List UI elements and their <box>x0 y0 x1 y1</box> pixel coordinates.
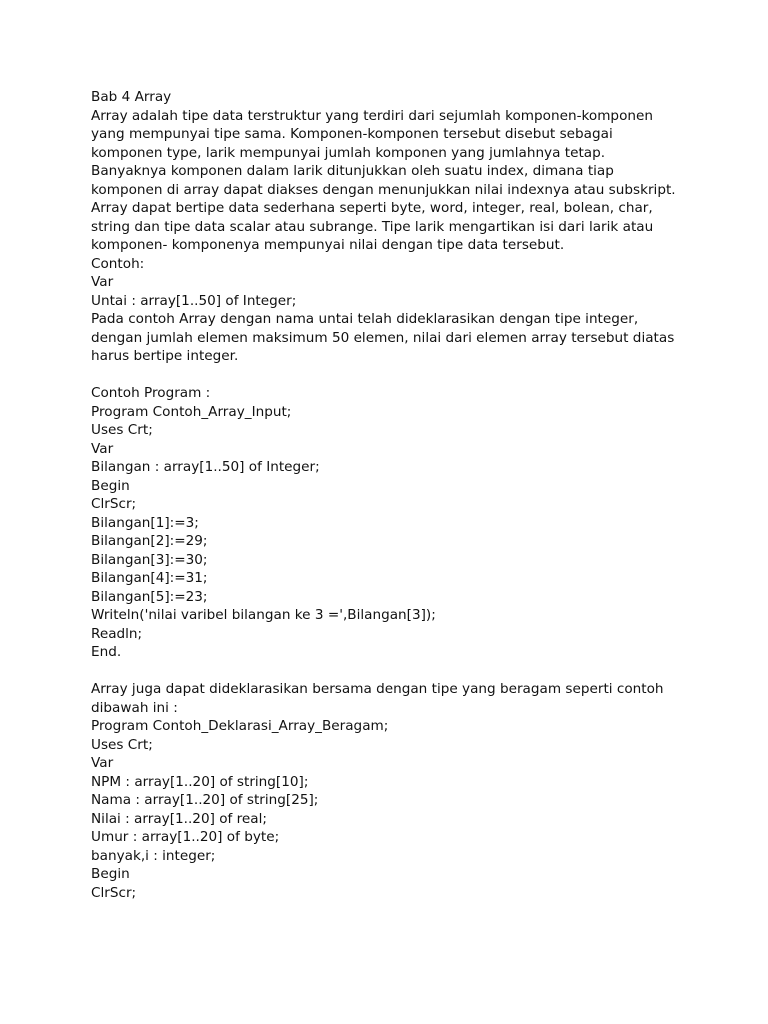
code-line: Bilangan : array[1..50] of Integer; <box>91 459 320 475</box>
code-line: Nilai : array[1..20] of real; <box>91 810 267 827</box>
text-line: komponen- komponenya mempunyai nilai dengan tipe data tersebut. <box>91 237 565 253</box>
code-line: Bilangan[4]:=31; <box>91 570 208 586</box>
text-line: komponen di array dapat diakses dengan menunjukkan nilai indexnya atau subskript. <box>91 181 676 198</box>
paragraph-spacer <box>91 366 691 385</box>
code-line: dibawah ini : <box>91 699 178 716</box>
text-line: string dan tipe data scalar atau subrange. Tipe larik mengartikan isi dari larik atau <box>91 218 654 235</box>
text-line: harus bertipe integer. <box>91 348 239 364</box>
code-line: Uses Crt; <box>91 422 153 438</box>
code-line: Umur : array[1..20] of byte; <box>91 829 280 845</box>
text-line: komponen type, larik mempunyai jumlah komponen yang jumlahnya tetap. <box>91 144 606 161</box>
text-line: dengan jumlah elemen maksimum 50 elemen, nilai dari elemen array tersebut diatas <box>91 329 675 346</box>
paragraph-spacer <box>91 662 691 681</box>
code-line: Nama : array[1..20] of string[25]; <box>91 792 319 808</box>
code-line: Bilangan[2]:=29; <box>91 533 208 549</box>
intro-section <box>91 107 691 366</box>
code-line: Readln; <box>91 625 143 642</box>
code-line: Var <box>91 755 114 771</box>
program-example-1 <box>91 384 691 662</box>
code-line: Program Contoh_Array_Input; <box>91 403 292 420</box>
text-line: Array adalah tipe data terstruktur yang terdiri dari sejumlah komponen-komponen <box>91 107 653 124</box>
text-line: yang mempunyai tipe sama. Komponen-komponen tersebut disebut sebagai <box>91 126 613 142</box>
program-example-2 <box>91 680 691 902</box>
code-line: ClrScr; <box>91 496 137 512</box>
code-line: Writeln('nilai varibel bilangan ke 3 =',Bilangan[3]); <box>91 607 436 623</box>
code-line: Program Contoh_Deklarasi_Array_Beragam; <box>91 718 389 734</box>
text-line: Array dapat bertipe data sederhana seperti byte, word, integer, real, bolean, char, <box>91 200 653 216</box>
text-line: Contoh: <box>91 255 145 272</box>
code-line: Begin <box>91 477 130 494</box>
code-line: Var <box>91 440 114 457</box>
code-line: Begin <box>91 866 130 882</box>
code-line: Bilangan[5]:=23; <box>91 588 208 605</box>
text-line: Var <box>91 274 114 290</box>
text-line: Banyaknya komponen dalam larik ditunjukkan oleh suatu index, dimana tiap <box>91 163 614 179</box>
code-line: Uses Crt; <box>91 736 153 753</box>
document-page <box>91 88 691 902</box>
text-line: Pada contoh Array dengan nama untai telah dideklarasikan dengan tipe integer, <box>91 311 639 327</box>
code-line: End. <box>91 644 122 660</box>
code-line: Bilangan[1]:=3; <box>91 514 199 531</box>
code-line: Contoh Program : <box>91 385 211 401</box>
code-line: NPM : array[1..20] of string[10]; <box>91 773 309 790</box>
text-line: Untai : array[1..50] of Integer; <box>91 292 297 309</box>
code-line: Array juga dapat dideklarasikan bersama dengan tipe yang beragam seperti contoh <box>91 681 664 697</box>
code-line: ClrScr; <box>91 884 137 901</box>
document-title: Bab 4 Array <box>91 89 172 105</box>
code-line: Bilangan[3]:=30; <box>91 551 208 568</box>
code-line: banyak,i : integer; <box>91 847 216 864</box>
